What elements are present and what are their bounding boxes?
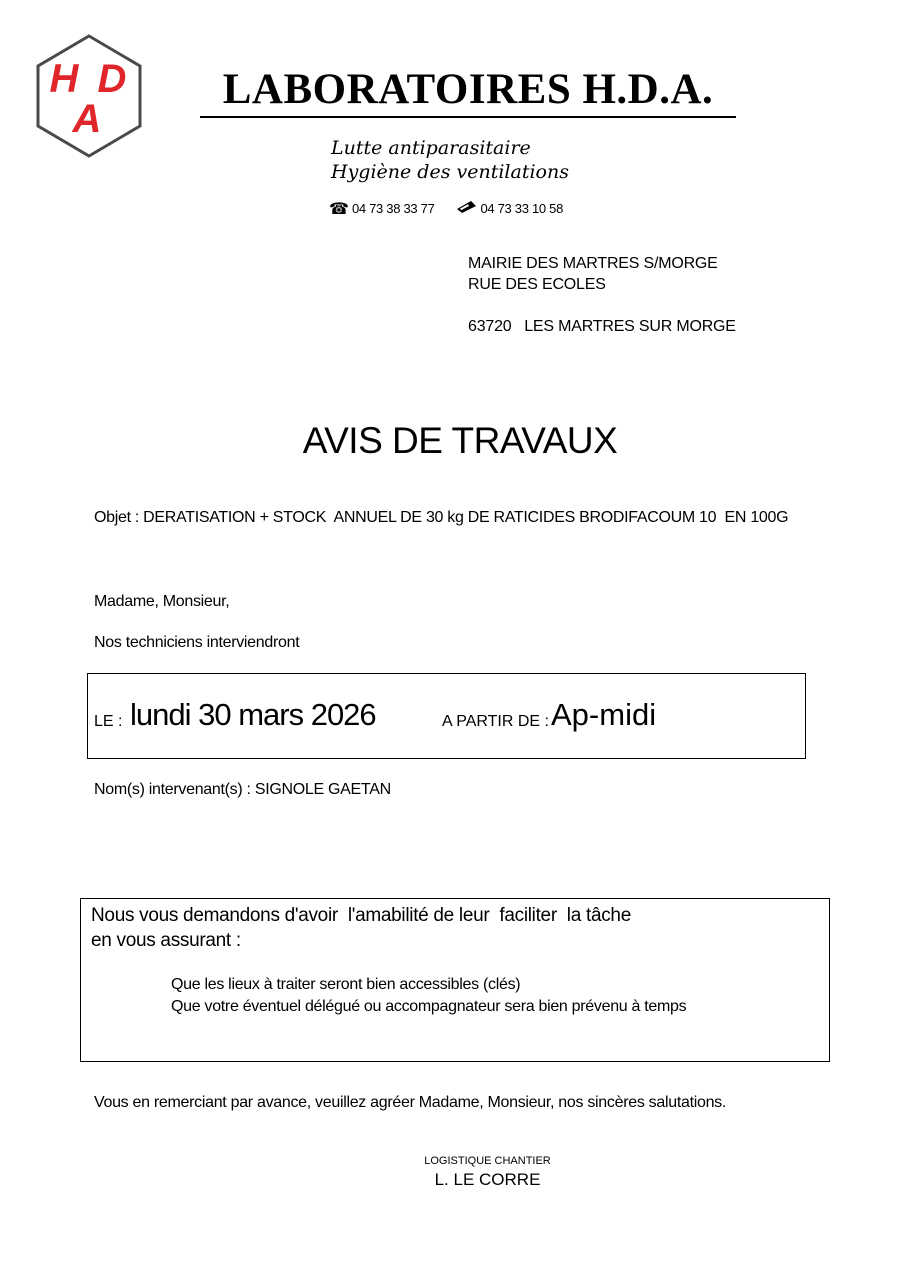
telephone-icon: ☎	[329, 201, 349, 218]
time-label: A PARTIR DE :	[442, 713, 549, 730]
document-title: AVIS DE TRAVAUX	[302, 420, 618, 461]
logo-letter-h: H	[49, 57, 79, 101]
contact-line	[329, 199, 563, 219]
salutation: Madame, Monsieur,	[94, 593, 230, 610]
request-item-delegate: Que votre éventuel délégué ou accompagnateur sera bien prévenu à temps	[171, 998, 687, 1015]
signature-role: LOGISTIQUE CHANTIER	[424, 1155, 551, 1167]
intervenants: Nom(s) intervenant(s) : SIGNOLE GAETAN	[94, 781, 391, 798]
tagline-ventilation: Hygiène des ventilations	[331, 161, 569, 183]
phone-number: 04 73 38 33 77	[351, 201, 435, 216]
request-line-2: en vous assurant :	[91, 930, 241, 951]
request-line-1: Nous vous demandons d'avoir l'amabilité de leur faciliter la tâche	[91, 905, 631, 926]
company-name: LABORATOIRES H.D.A.	[200, 64, 736, 118]
recipient-line-2: RUE DES ECOLES	[468, 276, 606, 293]
date-label: LE :	[94, 713, 123, 730]
request-item-access: Que les lieux à traiter seront bien accessibles (clés)	[171, 976, 521, 993]
logo-letter-a: A	[72, 97, 102, 141]
intro-text: Nos techniciens interviendront	[94, 634, 300, 651]
logo-letter-d: D	[97, 57, 127, 101]
tagline-pest-control: Lutte antiparasitaire	[331, 137, 531, 159]
fax-number: 04 73 33 10 58	[480, 201, 564, 216]
fax-icon	[455, 200, 477, 216]
date-value: lundi 30 mars 2026	[130, 697, 376, 732]
recipient-line-3: 63720 LES MARTRES SUR MORGE	[468, 318, 736, 335]
recipient-line-1: MAIRIE DES MARTRES S/MORGE	[468, 255, 718, 272]
subject-line: Objet : DERATISATION + STOCK ANNUEL DE 30 kg DE RATICIDES BRODIFACOUM 10 EN 100G	[94, 509, 789, 526]
closing-text: Vous en remerciant par avance, veuillez agréer Madame, Monsieur, nos sincères salutations.	[94, 1094, 727, 1111]
time-value: Ap-midi	[551, 697, 657, 732]
hda-logo	[34, 34, 144, 158]
signature-name: L. LE CORRE	[434, 1170, 541, 1189]
